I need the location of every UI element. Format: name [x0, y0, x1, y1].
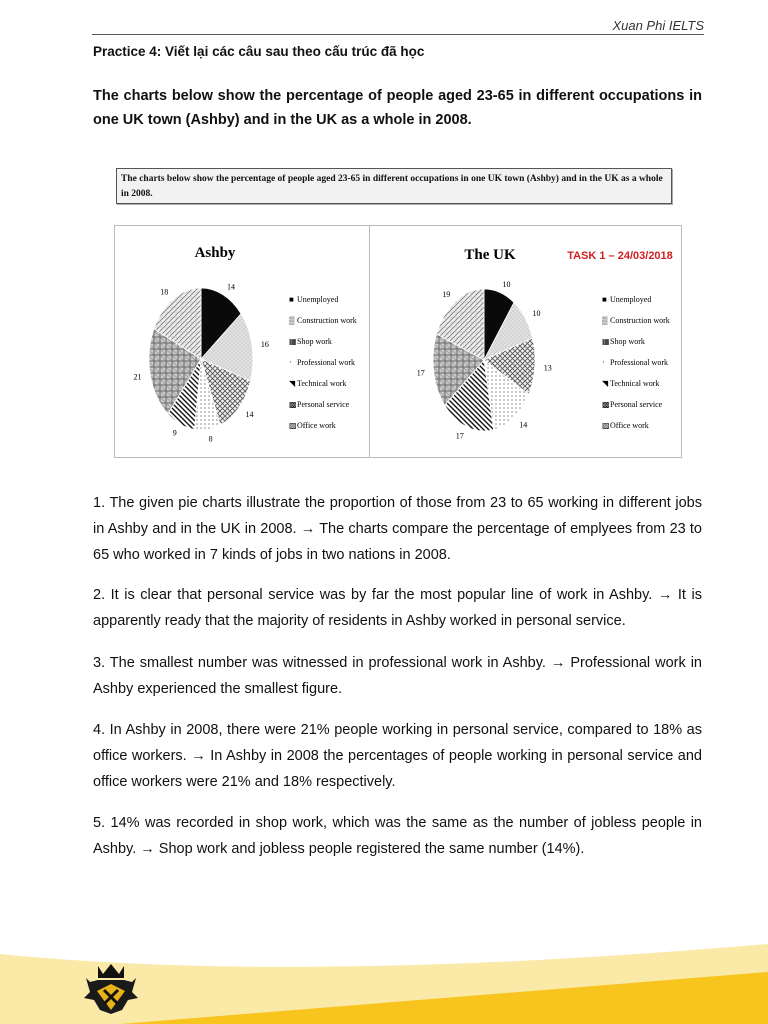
slice-value-label: 14	[519, 420, 528, 430]
legend-swatch: ▦	[602, 337, 610, 346]
uk-chart-panel	[369, 225, 682, 458]
legend-label-unemployed: Unemployed	[610, 295, 652, 304]
slice-value-label: 17	[455, 431, 464, 441]
slice-value-label: 8	[208, 434, 213, 444]
paragraph-4: 4. In Ashby in 2008, there were 21% people working in personal service, compared to 18% as office workers. → In Ashby in 2008 the percentages of people working in personal service and office workers were 21% and 18% respectively.	[93, 722, 702, 790]
legend-swatch: ▦	[289, 337, 297, 346]
chart-title: The UK	[464, 247, 516, 263]
paragraph-2: 2. It is clear that personal service was by far the most popular line of work in Ashby. → It is apparently ready that the majority of residents in Ashby worked in personal service.	[93, 587, 702, 629]
legend-label-technical-work: Technical work	[610, 379, 660, 388]
legend-swatch: ▒	[289, 316, 295, 325]
ashby-chart-panel	[114, 225, 370, 458]
legend-swatch: ◥	[289, 379, 296, 388]
legend-label-unemployed: Unemployed	[297, 295, 339, 304]
slice-value-label: 17	[416, 368, 425, 378]
slice-value-label: 16	[260, 340, 269, 349]
legend-swatch: ■	[602, 295, 607, 304]
legend-swatch: ■	[289, 295, 294, 304]
crown-icon	[98, 964, 124, 978]
slice-value-label: 10	[502, 279, 511, 289]
slice-value-label: 9	[172, 428, 177, 438]
header-divider	[92, 34, 704, 35]
paragraph-5: 5. 14% was recorded in shop work, which was the same as the number of jobless people in Ashby. → Shop work and jobless people registered the same number (14%).	[93, 815, 702, 857]
legend-swatch: ▩	[602, 400, 610, 409]
brand-header: Xuan Phi IELTS	[612, 18, 704, 33]
task-stamp: TASK 1 – 24/03/2018	[567, 250, 673, 262]
legend-label-shop-work: Shop work	[610, 337, 645, 346]
ashby-pie-chart	[115, 226, 369, 457]
practice-title: Practice 4: Viết lại các câu sau theo cấu trúc đã học	[93, 44, 425, 59]
legend-swatch: ◥	[602, 379, 609, 388]
legend-label-technical-work: Technical work	[297, 379, 347, 388]
figure-caption: The charts below show the percentage of people aged 23-65 in different occupations in one UK town (Ashby) and in the UK as a whole in 2008.	[116, 168, 672, 204]
legend-swatch: ▨	[289, 421, 297, 430]
legend-label-office-work: Office work	[297, 421, 336, 430]
chart-title: Ashby	[194, 245, 236, 261]
legend-swatch: ▒	[602, 316, 608, 325]
legend-label-personal-service: Personal service	[610, 400, 663, 409]
legend-swatch: ▩	[289, 400, 297, 409]
legend-swatch: ▨	[602, 421, 610, 430]
slice-value-label: 10	[532, 309, 541, 318]
slice-value-label: 13	[543, 363, 552, 373]
legend-label-construction-work: Construction work	[610, 316, 670, 325]
legend-label-construction-work: Construction work	[297, 316, 357, 325]
paragraph-1: 1. The given pie charts illustrate the proportion of those from 23 to 65 working in different jobs in Ashby and in the UK in 2008. → The charts compare the percentage of emplyees from 23 to 65 who worked in 7 kinds of jobs in two nations in 2008.	[93, 495, 702, 563]
slice-value-label: 21	[133, 372, 142, 382]
slice-value-label: 14	[245, 409, 254, 419]
uk-pie-chart	[370, 226, 681, 457]
slice-value-label: 14	[227, 282, 235, 292]
legend-label-shop-work: Shop work	[297, 337, 332, 346]
legend-label-personal-service: Personal service	[297, 400, 350, 409]
legend-swatch: ·	[602, 358, 605, 367]
legend-swatch: ·	[289, 358, 292, 367]
slice-value-label: 19	[442, 289, 451, 299]
task-description: The charts below show the percentage of people aged 23-65 in different occupations in one UK town (Ashby) and in the UK as a whole in 2008.	[93, 88, 702, 128]
legend-label-office-work: Office work	[610, 421, 649, 430]
crest-logo	[80, 958, 142, 1018]
legend-label-professional-work: Professional work	[297, 358, 355, 367]
paragraph-3: 3. The smallest number was witnessed in professional work in Ashby. → Professional work in Ashby experienced the smallest figure.	[93, 655, 702, 697]
slice-value-label: 18	[160, 287, 169, 297]
legend-label-professional-work: Professional work	[610, 358, 668, 367]
